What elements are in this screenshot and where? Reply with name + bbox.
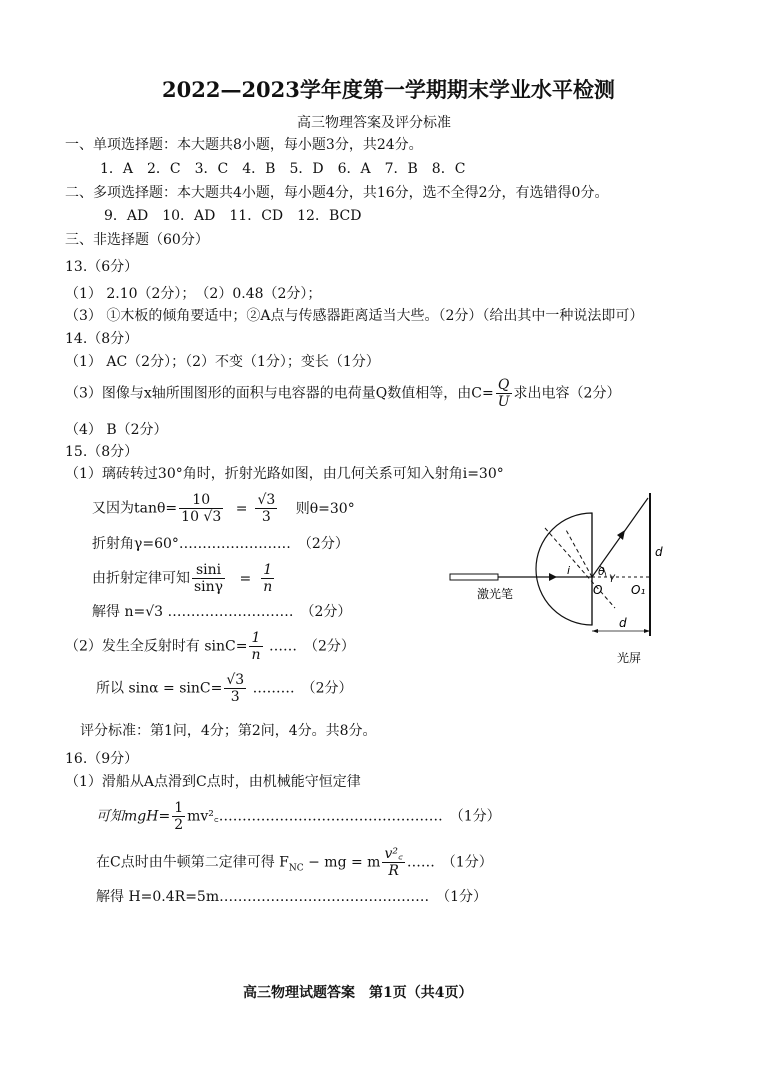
label-screen: 光屏 (617, 651, 642, 665)
q16-newton-line: 在C点时由牛顿第二定律可得 $F_{NC}$ − mg = m $\frac{\text{v²꜀}}{R}$ …… （1分） (96, 846, 493, 879)
q15-alpha-line: 所以 sinα = sinC= $\frac{√3}{3}$ ……… （2分） (96, 672, 353, 705)
laser-pointer-body (450, 574, 498, 580)
section-1-heading: 一、单项选择题：本大题共8小题，每小题3分，共24分。 (65, 137, 423, 153)
label-gamma: γ (609, 572, 615, 583)
q13-line-1: （1） 2.10（2分）； （2）0.48（2分）； (65, 286, 322, 302)
q15-grading: 评分标准：第1问，4分；第2问，4分。共8分。 (80, 723, 377, 739)
q15-total-reflection-line: （2）发生全反射时有 sinC= $\frac{1}{n}$ …… （2分） (65, 630, 355, 663)
label-d-right: d (655, 545, 663, 559)
label-theta: θ (598, 565, 605, 578)
alpha-fraction: $\frac{√3}{3}$ (226, 672, 245, 705)
page-title: 2022—2023学年度第一学期期末学业水平检测 (162, 77, 615, 102)
centripetal-fraction: $\frac{\text{v²꜀}}{R}$ (384, 846, 403, 879)
refraction-diagram (445, 488, 675, 678)
tan-fraction: $\frac{10}{10 √3}$ (181, 492, 222, 525)
q14-line-3-end: 求出电容（2分） (513, 385, 621, 402)
q15-line-1: （1）璃砖转过30°角时，折射光路如图，由几何关系可知入射角i=30° (65, 466, 504, 482)
q13-line-2: （3） ①木板的倾角要适中；②A点与传感器距离适当大些。（2分）（给出其中一种说法即可） (65, 308, 644, 324)
q14-line-4: （4） B（2分） (65, 422, 168, 438)
section-2-answers: 9．AD 10．AD 11．CD 12．BCD (104, 208, 362, 224)
dim-arrow-left (592, 629, 598, 633)
q15-heading: 15.（8分） (65, 444, 139, 460)
q15-tan-line: 又因为tanθ= $\frac{10}{10 √3}$ = $\frac{√3}{3}$ 则θ=30° (92, 492, 355, 525)
incident-arrow (549, 573, 557, 581)
label-i: i (567, 564, 571, 577)
page-subtitle: 高三物理答案及评分标准 (297, 115, 451, 131)
page-footer: 高三物理试题答案 第1页（共4页） (243, 985, 473, 1001)
half-fraction: $\frac{1}{2}$ (174, 800, 184, 833)
section-1-answers: 1．A 2．C 3．C 4．B 5．D 6．A 7．B 8．C (100, 161, 466, 177)
q14-heading: 14.（8分） (65, 331, 139, 347)
critical-angle-fraction: $\frac{1}{n}$ (251, 630, 261, 663)
q14-line-3 (65, 377, 620, 410)
q15-n-line: 解得 n=√3 ……………………… （2分） (92, 604, 352, 620)
semicircle-glass (536, 513, 592, 625)
q16-h-line: 解得 H=0.4R=5m……………………………………… （1分） (96, 889, 488, 905)
snell-result-fraction: $\frac{1}{n}$ (263, 562, 273, 595)
capacitance-fraction: $\frac{Q}{U}$ (497, 377, 510, 410)
snell-fraction: $\frac{\sin i}{\sin\gamma}$ (194, 562, 224, 595)
q14-line-1: （1） AC（2分）；（2）不变（1分）；变长（1分） (65, 354, 380, 370)
q15-snell-line: 由折射定律可知 $\frac{\sin i}{\sin\gamma}$ = $\frac{1}{n}$ (92, 562, 273, 595)
label-d-bottom: d (619, 616, 627, 630)
tan-result-fraction: $\frac{√3}{3}$ (257, 492, 276, 525)
label-o1: O₁ (631, 583, 646, 597)
label-o: O (593, 583, 603, 597)
q13-heading: 13.（6分） (65, 259, 139, 275)
q14-line-3-text: （3）图像与x轴所围图形的面积与电容器的电荷量Q数值相等，由C= (65, 385, 494, 402)
q16-energy-line: 可知mgH= $\frac{1}{2}$ mv²꜀………………………………………… （1分） (96, 800, 501, 833)
q15-gamma-line: 折射角γ=60°…………………… （2分） (92, 536, 349, 552)
label-laser: 激光笔 (477, 587, 514, 601)
q16-line-1: （1）滑船从A点滑到C点时，由机械能守恒定律 (65, 774, 361, 790)
section-2-heading: 二、多项选择题：本大题共4小题，每小题4分，共16分，选不全得2分，有选错得0分。 (65, 185, 609, 201)
refracted-arrow (617, 530, 625, 540)
q16-heading: 16.（9分） (65, 751, 139, 767)
section-3-heading: 三、非选择题（60分） (65, 232, 209, 248)
